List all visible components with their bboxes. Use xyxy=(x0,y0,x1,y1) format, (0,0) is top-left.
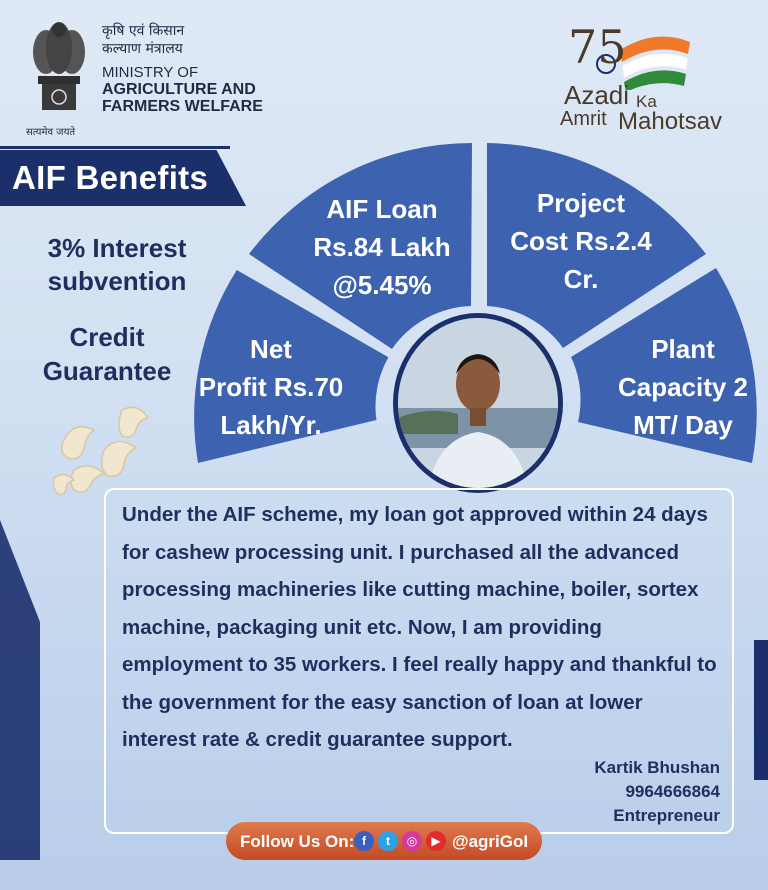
youtube-icon[interactable]: ▶ xyxy=(426,831,446,851)
azadi-line1: Azadi xyxy=(564,80,630,110)
page-title: AIF Benefits xyxy=(12,159,209,196)
follow-us-label: Follow Us On: xyxy=(240,832,355,851)
azadi-number: 75 xyxy=(568,20,627,74)
facebook-icon[interactable]: f xyxy=(354,831,374,851)
ministry-en-line1: MINISTRY OF xyxy=(102,64,199,81)
segment-line: AIF Loan xyxy=(326,194,438,224)
benefit-line: Guarantee xyxy=(42,356,172,386)
segment-line: MT/ Day xyxy=(633,410,733,440)
segment-line: Lakh/Yr. xyxy=(220,410,322,440)
instagram-icon[interactable]: ◎ xyxy=(402,831,422,851)
segment-line: Cost Rs.2.4 xyxy=(510,226,652,256)
segment-line: Capacity 2 xyxy=(617,372,749,402)
ministry-en-line3: FARMERS WELFARE xyxy=(102,98,263,115)
motto: सत्यमेव जयते xyxy=(26,127,76,138)
segment-line: Net xyxy=(250,334,292,364)
social-handle[interactable]: @agriGoI xyxy=(452,832,529,851)
benefit-line: Credit xyxy=(69,322,145,352)
signature-name: Kartik Bhushan xyxy=(594,758,720,777)
azadi-line3: Mahotsav xyxy=(618,108,723,135)
benefit-line: 3% Interest xyxy=(47,233,187,263)
twitter-icon[interactable]: t xyxy=(378,831,398,851)
person-avatar-icon xyxy=(398,318,558,488)
azadi-ka: Ka xyxy=(636,92,657,111)
segment-line: @5.45% xyxy=(332,270,432,300)
segment-line: Profit Rs.70 xyxy=(198,372,344,402)
signature-phone: 9964666864 xyxy=(625,782,720,801)
segment-plant-capacity-text xyxy=(600,330,766,444)
ministry-hindi-line2: कल्याण मंत्रालय xyxy=(102,41,183,57)
segment-project-cost-text xyxy=(492,184,670,298)
entrepreneur-photo xyxy=(393,313,563,493)
segment-net-profit-text xyxy=(196,330,346,444)
segment-line: Cr. xyxy=(563,264,599,294)
testimonial-text: Under the AIF scheme, my loan got approved within 24 days for cashew processing unit. I purchased all the advanced processing machineries like cutting machine, boiler, sortex machine, packaging unit etc. Now, I am providing employment to 35 workers. I feel really happy and thankful to the government for the easy sanction of loan at lower interest rate & credit guarantee support. xyxy=(122,503,717,751)
segment-line: Plant xyxy=(651,334,715,364)
benefit-line: subvention xyxy=(47,266,187,296)
azadi-line2: Amrit xyxy=(560,108,607,130)
ministry-hindi-line1: कृषि एवं किसान xyxy=(102,23,185,39)
segment-line: Project xyxy=(536,188,626,218)
segment-aif-loan-text xyxy=(296,190,468,304)
ministry-en-line2: AGRICULTURE AND xyxy=(102,81,256,98)
signature-role: Entrepreneur xyxy=(613,806,720,825)
segment-line: Rs.84 Lakh xyxy=(313,232,451,262)
